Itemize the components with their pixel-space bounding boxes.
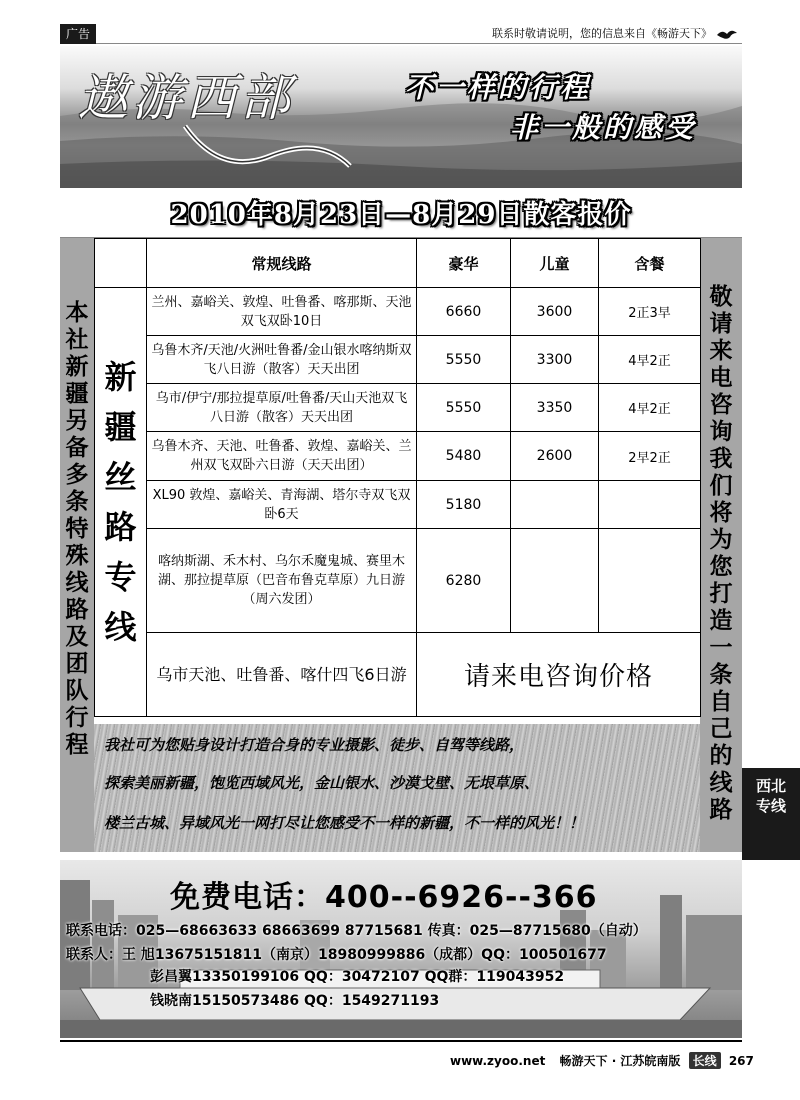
table-row [95,529,701,633]
side-left-note: 本社新疆另备多条特殊线路及团队行程 [65,300,89,758]
promo-line: 探索美丽新疆，饱览西域风光，金山银水、沙漠戈壁、无垠草原、 [104,774,540,792]
region-label [95,288,147,717]
meal-cell [599,529,701,633]
side-right-note: 敬请来电咨询我们将为您打造一条自己的线路 [709,284,733,823]
child-price: 3300 [511,336,599,384]
header-lux: 豪华 [417,239,511,288]
route-cell: XL90 敦煌、嘉峪关、青海湖、塔尔寺双飞双卧6天 [147,481,417,529]
contact-footer [60,860,742,1038]
banner-title: 遨游西部 [78,69,294,127]
promo-line: 楼兰古城、异域风光一网打尽让您感受不一样的新疆，不一样的风光！！ [104,814,585,832]
header-route: 常规线路 [147,239,417,288]
bird-logo-icon [716,27,738,41]
side-right-panel [700,238,742,852]
promo-line: 我社可为您贴身设计打造合身的专业摄影、徒步、自驾等线路， [104,736,525,754]
section-badge: 长线 [689,1052,721,1069]
table-row [95,481,701,529]
banner [60,46,742,188]
section-tab [742,768,800,860]
route-cell: 乌市/伊宁/那拉提草原/吐鲁番/天山天池双飞八日游（散客）天天出团 [147,384,417,432]
contact-line: 钱晓南15150573486 QQ：1549271193 [150,993,440,1009]
route-cell: 乌鲁木齐、天池、吐鲁番、敦煌、嘉峪关、兰州双飞双卧六日游（天天出团） [147,432,417,481]
table-header-row [95,239,701,288]
lux-price: 5180 [417,481,511,529]
date-band [60,188,742,238]
hotline: 免费电话：400--6926--366 [170,880,598,915]
section-tab-label: 西北专线 [755,777,786,815]
table-row [95,432,701,481]
child-price [511,529,599,633]
lux-price: 5550 [417,336,511,384]
region-char: 路 [104,508,137,546]
top-notice: 联系时敬请说明，您的信息来自《畅游天下》 [492,27,712,40]
table-row [95,633,701,717]
meal-cell: 2正3早 [599,288,701,336]
header-blank [95,239,147,288]
page-number: 267 [728,1054,754,1068]
contact-line: 联系电话：025—68663633 68663699 87715681 传真：025—87715680（自动） [66,923,647,939]
region-char: 专 [104,558,137,596]
table-row [95,384,701,432]
region-char: 疆 [104,408,137,446]
page-footer-text [450,1052,754,1069]
price-table [94,238,701,717]
child-price: 2600 [511,432,599,481]
meal-cell [599,481,701,529]
route-cell: 兰州、嘉峪关、敦煌、吐鲁番、喀那斯、天池双飞双卧10日 [147,288,417,336]
contact-line: 彭昌翼13350199106 QQ：30472107 QQ群：119043952 [150,969,565,985]
promo-panel [94,724,700,852]
ad-tag: 广告 [60,24,96,44]
contact-line: 联系人：王 旭13675151811（南京）18980999886（成都）QQ：100501677 [66,947,607,963]
table-row [95,336,701,384]
meal-cell: 4早2正 [599,336,701,384]
region-char: 线 [104,608,137,646]
child-price: 3350 [511,384,599,432]
slogan-1: 不一样的行程 [405,71,592,104]
header-child: 儿童 [511,239,599,288]
table-row [95,288,701,336]
child-price: 3600 [511,288,599,336]
publication-name: 畅游天下 · 江苏皖南版 [559,1054,681,1068]
swirl-ornament-icon [180,116,360,186]
slogan-2: 非一般的感受 [510,111,697,144]
site-url[interactable]: www.zyoo.net [450,1054,546,1068]
lux-price: 5480 [417,432,511,481]
route-cell: 乌市天池、吐鲁番、喀什四飞6日游 [147,633,417,717]
route-cell: 喀纳斯湖、禾木村、乌尔禾魔鬼城、赛里木湖、那拉提草原（巴音布鲁克草原）九日游（周六发团） [147,529,417,633]
route-cell: 乌鲁木齐/天池/火洲吐鲁番/金山银水喀纳斯双飞八日游（散客）天天出团 [147,336,417,384]
lux-price: 5550 [417,384,511,432]
region-char: 丝 [104,458,137,496]
child-price [511,481,599,529]
page-footer [60,1040,754,1074]
meal-cell: 4早2正 [599,384,701,432]
meal-cell: 2早2正 [599,432,701,481]
side-left-panel [60,238,94,852]
lux-price: 6660 [417,288,511,336]
lux-price: 6280 [417,529,511,633]
date-title: 2010年8月23日—8月29日散客报价 [170,200,632,230]
consult-price: 请来电咨询价格 [417,633,701,717]
region-char: 新 [104,358,137,396]
header-meal: 含餐 [599,239,701,288]
